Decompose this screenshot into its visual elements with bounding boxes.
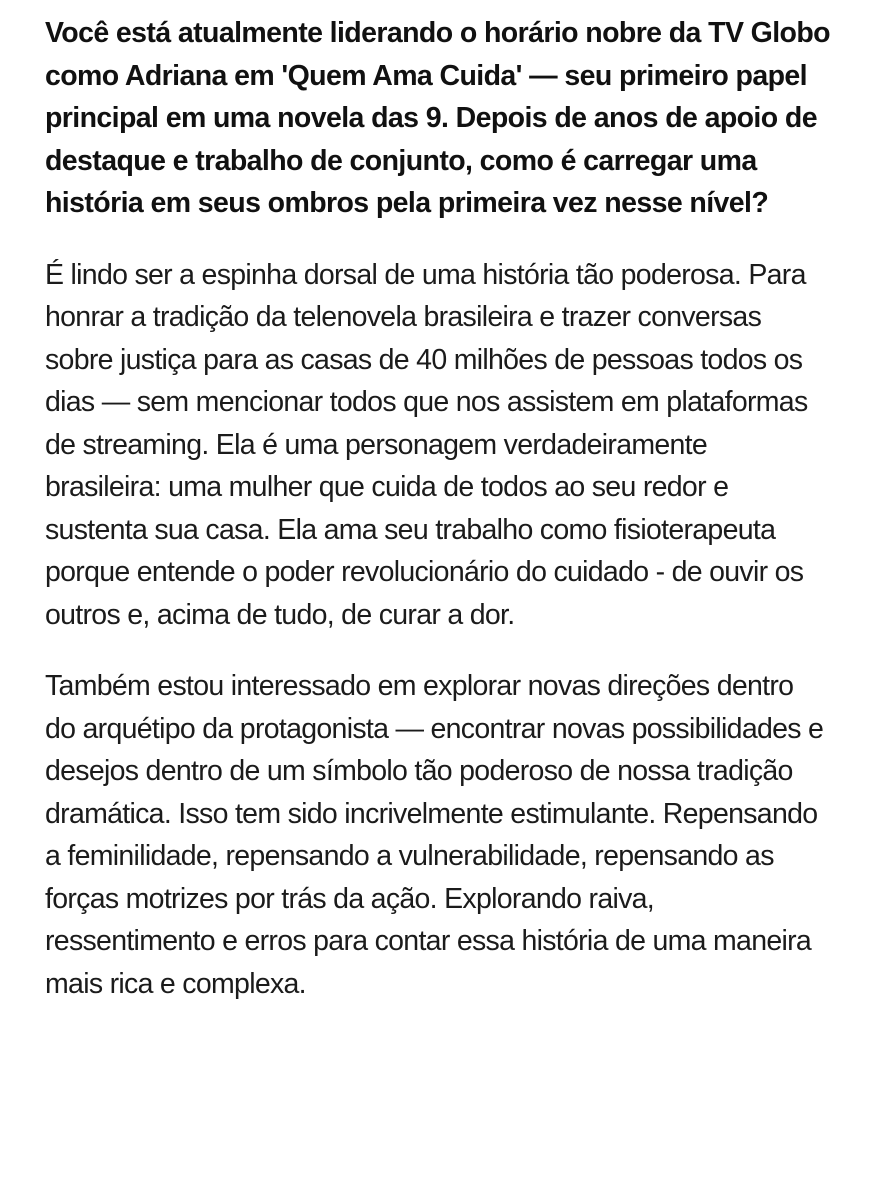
answer-paragraph-2: Também estou interessado em explorar novas direções dentro do arquétipo da protagonista — encontrar novas possibilidades e desejos dentro de um símbolo tão poderoso de nossa tradição dramática. Isso tem sido incrivelmente estimulante. Repensando a feminilidade, repensando a vulnerabilidade, repensando as forças motrizes por trás da ação. Explorando raiva, ressentimento e erros para contar essa história de uma maneira mais rica e complexa.	[45, 670, 824, 1000]
interview-article	[45, 12, 830, 1005]
interview-question: Você está atualmente liderando o horário nobre da TV Globo como Adriana em 'Quem Ama Cuida' — seu primeiro papel principal em uma novela das 9. Depois de anos de apoio de destaque e trabalho de conjunto, como é carregar uma história em seus ombros pela primeira vez nesse nível?	[45, 17, 830, 219]
answer-paragraph-1: É lindo ser a espinha dorsal de uma história tão poderosa. Para honrar a tradição da telenovela brasileira e trazer conversas sobre justiça para as casas de 40 milhões de pessoas todos os dias — sem mencionar todos que nos assistem em plataformas de streaming. Ela é uma personagem verdadeiramente brasileira: uma mulher que cuida de todos ao seu redor e sustenta sua casa. Ela ama seu trabalho como fisioterapeuta porque entende o poder revolucionário do cuidado - de ouvir os outros e, acima de tudo, de curar a dor.	[45, 258, 808, 631]
